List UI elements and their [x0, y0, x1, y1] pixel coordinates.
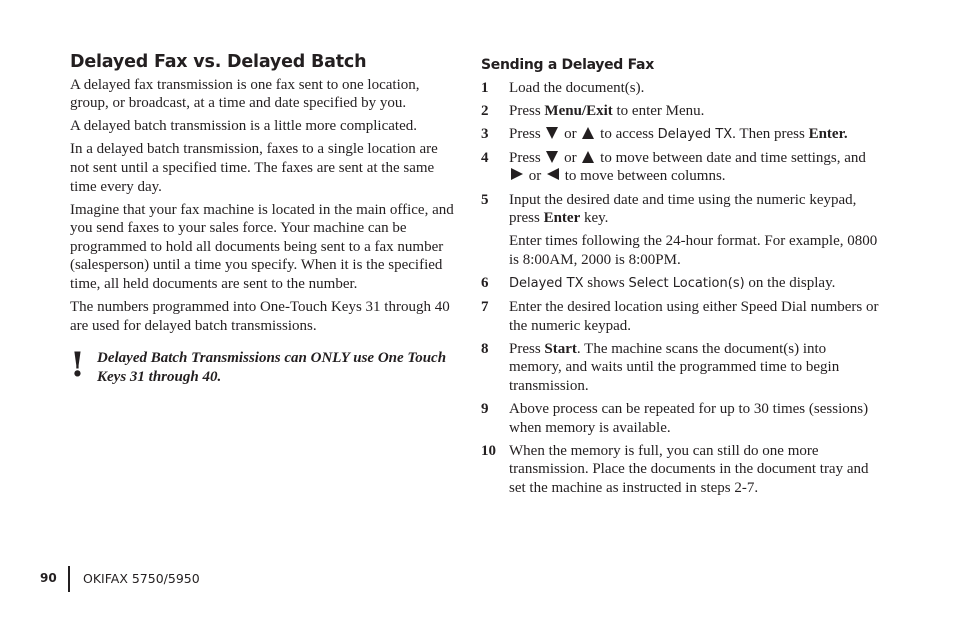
step-text: to move between date and time settings, and [600, 149, 866, 166]
step-note: Enter times following the 24-hour format. For example, 0800 is 8:00AM, 2000 is 8:00PM. [509, 233, 878, 268]
right-arrow-icon [511, 168, 523, 180]
step-10 [481, 442, 881, 498]
key-name: Enter. [808, 125, 848, 142]
step-1 [481, 79, 881, 98]
step-3 [481, 125, 881, 145]
step-text: key. [580, 210, 609, 227]
step-number: 4 [481, 149, 489, 166]
display-text: Select Location(s) [628, 275, 745, 291]
step-9 [481, 400, 881, 437]
page-number: 90 [40, 571, 57, 585]
caution-note-text: Delayed Batch Transmissions can ONLY use One Touch Keys 31 through 40. [97, 350, 447, 385]
step-number: 10 [481, 442, 496, 459]
step-text: to access [600, 125, 654, 142]
step-text: . Then press [732, 125, 805, 142]
paragraph: A delayed fax transmission is one fax sent to one location, group, or broadcast, at a time and date specified by you. [70, 76, 420, 112]
procedure-heading: Sending a Delayed Fax [481, 57, 654, 73]
procedure-steps [481, 79, 881, 498]
step-number: 6 [481, 274, 489, 291]
step-number: 1 [481, 79, 489, 96]
up-arrow-icon [582, 127, 594, 139]
step-number: 7 [481, 299, 489, 316]
step-2 [481, 102, 881, 121]
exclamation-icon: ! [70, 345, 85, 386]
step-text: Input the desired date and time using the numeric keypad, press [509, 191, 857, 227]
key-name: Menu/Exit [544, 102, 613, 119]
display-text: Delayed TX [509, 275, 584, 291]
step-4 [481, 149, 881, 186]
step-8 [481, 340, 881, 396]
paragraph: Imagine that your fax machine is located in the main office, and you send faxes to your sales force. Your machine can be programmed to hold all documents being sent to a fax number (salesperson) until a time you specify. When it is the specified time, all held documents are sent to the number. [70, 201, 454, 293]
step-5 [481, 191, 881, 270]
step-text: Press [509, 102, 545, 119]
down-arrow-icon [546, 151, 558, 163]
step-text: Press [509, 340, 545, 357]
up-arrow-icon [582, 151, 594, 163]
key-name: Start [544, 340, 577, 357]
step-7 [481, 298, 881, 335]
step-text: Load the document(s). [509, 79, 645, 96]
footer-divider [68, 566, 70, 592]
step-number: 8 [481, 340, 489, 357]
step-text: Above process can be repeated for up to 30 times (sessions) when memory is available. [509, 401, 869, 436]
step-text: or [528, 168, 542, 185]
step-number: 9 [481, 401, 489, 417]
step-text: on the display. [748, 274, 836, 291]
step-text: to move between columns. [564, 168, 726, 185]
down-arrow-icon [546, 127, 558, 139]
step-text: Press [509, 149, 541, 166]
paragraph: The numbers programmed into One-Touch Keys 31 through 40 are used for delayed batch transmissions. [70, 299, 450, 334]
step-number: 5 [481, 191, 489, 208]
step-text: shows [587, 274, 625, 291]
step-text: . The machine scans the document(s) into memory, and waits until the programmed time to begin transmission. [509, 340, 840, 394]
step-text: Enter the desired location using either Speed Dial numbers or the numeric keypad. [509, 299, 879, 334]
step-text: or [564, 125, 577, 142]
display-text: Delayed TX [657, 126, 733, 142]
key-name: Enter [543, 210, 581, 227]
left-arrow-icon [547, 168, 559, 180]
left-column [70, 53, 460, 387]
step-number: 2 [481, 102, 489, 119]
paragraph: In a delayed batch transmission, faxes to a single location are not sent until a specified time. The faxes are sent at the same time every day. [70, 141, 438, 195]
caution-note [70, 345, 460, 386]
step-number: 3 [481, 125, 489, 142]
right-column [481, 56, 881, 502]
step-text: Press [509, 125, 541, 142]
section-heading: Delayed Fax vs. Delayed Batch [70, 52, 367, 72]
step-text: to enter Menu. [612, 102, 705, 119]
step-text: or [564, 149, 577, 166]
step-6 [481, 274, 881, 294]
step-text: When the memory is full, you can still do one more transmission. Place the documents in the document tray and set the machine as instructed in steps 2-7. [509, 442, 869, 496]
product-name: OKIFAX 5750/5950 [83, 571, 200, 586]
paragraph: A delayed batch transmission is a little more complicated. [70, 118, 417, 135]
